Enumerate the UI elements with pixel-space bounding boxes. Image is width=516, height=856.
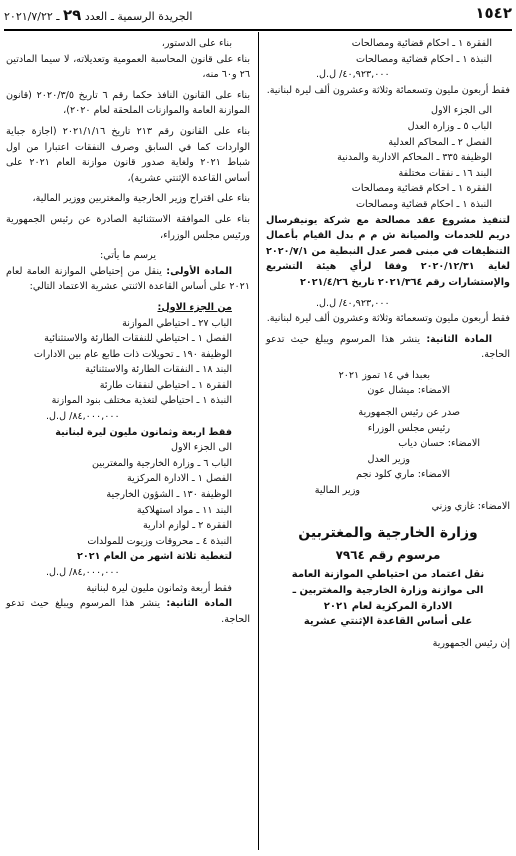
line: فقط أربعة وثمانون مليون ليرة لبنانية xyxy=(86,582,232,594)
paragraph: لتنفيذ مشروع عقد مصالحة مع شركة يونيفرسال دريم للخدمات والصيانة ش م م بدل القيام بأعمال التنظيفات في مبنى قصر عدل النبطية من ٢٠٢٠/٧/١ لغاية ٢٠٢٠/١٢/٣١ وفقا لرأي هيئة التشريع والإستشارات رقم ٢٠٢١/٣٦٤ تاريخ ٢٠٢١/٤/٢٦ xyxy=(266,214,510,288)
issue-number: ٢٩ xyxy=(63,6,82,24)
decree-subject: على أساس القاعدة الإثنتي عشرية xyxy=(303,616,473,628)
paragraph: بناء على القانون رقم ٢١٣ تاريخ ٢٠٢١/١/١٦ (اجازة جباية الواردات كما في السابق وصرف النفقات اعتبارا من اول شباط ٢٠٢١ ولغاية صدور قانون موازنة العام ٢٠٢١ على أساس القاعدة الإثنتي عشرية)، xyxy=(6,125,250,184)
article-text: ينقل من إحتياطي الموازنة العامة لعام ٢٠٢١ على أساس القاعدة الاثنتي عشرية الاعتماد التالي: xyxy=(6,265,250,293)
line: الباب ٥ ـ وزارة العدل xyxy=(407,120,492,132)
line: الوظيفة ١٩٠ ـ تحويلات ذات طابع عام بين الادارات xyxy=(33,348,232,360)
line: البند ١٨ ـ النفقات الطارئة والاستثنائية xyxy=(85,364,232,376)
decree-number: مرسوم رقم ٧٩٦٤ xyxy=(335,547,441,562)
line: الفقرة ١ ـ احتياطي لنفقات طارئة xyxy=(99,379,232,391)
line: بناء على الدستور، xyxy=(161,38,232,49)
gazette-title xyxy=(4,6,192,24)
line: الفقرة ٢ ـ لوازم ادارية xyxy=(143,520,232,532)
amount: ٨٤,٠٠٠,٠٠٠/ ل.ل. xyxy=(46,411,120,423)
line: الوظيفة ٣٣٥ ـ المحاكم الادارية والمدنية xyxy=(337,152,492,164)
line: الى الجزء الاول xyxy=(170,442,232,454)
decree-subject: نقل اعتماد من احتياطي الموازنة العامة xyxy=(291,569,485,581)
line: بعبدا في ١٤ تموز ٢٠٢١ xyxy=(338,369,430,381)
column-divider xyxy=(258,32,259,850)
paragraph: بناء على اقتراح وزير الخارجية والمغتربين ووزير المالية، xyxy=(32,193,250,205)
left-column xyxy=(6,36,250,632)
line: الباب ٢٧ ـ احتياطي الموازنة xyxy=(122,317,232,329)
ministry-title: وزارة الخارجية والمغتربين xyxy=(298,525,478,542)
paragraph: بناء على قانون المحاسبة العمومية وتعديلاته، لا سيما المادتين ٢٦ و٦٠ منه، xyxy=(6,53,250,81)
line: النبذة ١ ـ احكام قضائية ومصالحات xyxy=(355,53,492,65)
article-label: المادة الثانية: xyxy=(426,333,492,345)
paragraph: بناء على القانون النافذ حكما رقم ٦ تاريخ ٢٠٢٠/٣/٥ (قانون الموازنة العامة والموازنات الملحقة لعام ٢٠٢٠)، xyxy=(6,89,250,117)
amount: ٨٤,٠٠٠,٠٠٠/ ل.ل. xyxy=(46,567,120,578)
line: رئيس مجلس الوزراء xyxy=(367,422,450,434)
line: البند ١١ ـ مواد استهلاكية xyxy=(136,504,232,516)
article-two xyxy=(6,596,250,627)
line: الامضاء: ماري كلود نجم xyxy=(356,469,450,481)
line: وزير العدل xyxy=(367,453,410,465)
line: من الجزء الاول: xyxy=(157,301,232,313)
line: فقط اربعة وثمانون مليون ليرة لبنانية xyxy=(55,426,232,438)
line: الامضاء: غازي وزني xyxy=(431,500,510,512)
line: الفصل ١ ـ الادارة المركزية xyxy=(126,473,232,485)
line: البند ١٦ ـ نفقات مختلفة xyxy=(398,167,492,179)
article-label: المادة الثانية: xyxy=(166,598,232,610)
line: الفصل ٢ ـ المحاكم العدلية xyxy=(388,136,492,148)
line: الى الجزء الاول xyxy=(430,105,492,117)
article-two xyxy=(266,332,510,363)
line: الفصل ١ ـ احتياطي للنفقات الطارئة والاستثنائية xyxy=(44,333,232,345)
line: وزير المالية xyxy=(314,485,360,497)
line: الفقرة ١ ـ احكام قضائية ومصالحات xyxy=(351,183,492,195)
amount: ٤٠,٩٢٣,٠٠٠/ ل.ل. xyxy=(316,69,390,81)
header-rule xyxy=(4,29,512,31)
line: إن رئيس الجمهورية xyxy=(432,637,510,649)
line: يرسم ما يأتي: xyxy=(99,250,157,262)
line: الامضاء: حسان دياب xyxy=(398,438,480,450)
issue-date: ـ ٢٠٢١/٧/٢٢ xyxy=(4,10,60,23)
page-header xyxy=(4,4,512,28)
gazette-name: الجريدة الرسمية ـ العدد xyxy=(84,10,193,23)
article-one xyxy=(6,264,250,295)
line: الباب ٦ ـ وزارة الخارجية والمغتربين xyxy=(91,457,232,469)
line: الامضاء: ميشال عون xyxy=(367,385,450,397)
decree-subject: الى موازنة وزارة الخارجية والمغتربين ـ xyxy=(292,585,484,596)
paragraph: فقط أربعون مليون وتسعمائة وثلاثة وعشرون ألف ليرة لبنانية. xyxy=(266,313,510,325)
paragraph: بناء على الموافقة الاستثنائية الصادرة عن رئيس الجمهورية ورئيس مجلس الوزراء، xyxy=(6,213,250,241)
line: الفقرة ١ ـ احكام قضائية ومصالحات xyxy=(351,38,492,49)
page-number: ١٥٤٢ xyxy=(475,4,512,22)
line: صدر عن رئيس الجمهورية xyxy=(358,407,460,419)
article-text: ينشر هذا المرسوم ويبلغ حيث تدعو الحاجة. xyxy=(6,598,250,625)
line: النبذة ٤ ـ محروقات وزيوت للمولدات xyxy=(87,535,232,547)
amount: ٤٠,٩٢٣,٠٠٠/ ل.ل. xyxy=(316,297,390,309)
right-column xyxy=(266,36,510,651)
line: النبذة ١ ـ احكام قضائية ومصالحات xyxy=(355,198,492,210)
article-label: المادة الأولى: xyxy=(166,265,232,277)
line: النبذة ١ ـ احتياطي لتغذية مختلف بنود الموازنة xyxy=(51,395,232,407)
paragraph: فقط أربعون مليون وتسعمائة وثلاثة وعشرون ألف ليرة لبنانية. xyxy=(266,84,510,96)
article-text: ينشر هذا المرسوم ويبلغ حيث تدعو الحاجة. xyxy=(266,333,510,361)
decree-subject: الادارة المركزية لعام ٢٠٢١ xyxy=(323,600,453,612)
line: لتغطية ثلاثة اشهر من العام ٢٠٢١ xyxy=(77,551,232,563)
line: الوظيفة ١٣٠ ـ الشؤون الخارجية xyxy=(106,489,232,501)
